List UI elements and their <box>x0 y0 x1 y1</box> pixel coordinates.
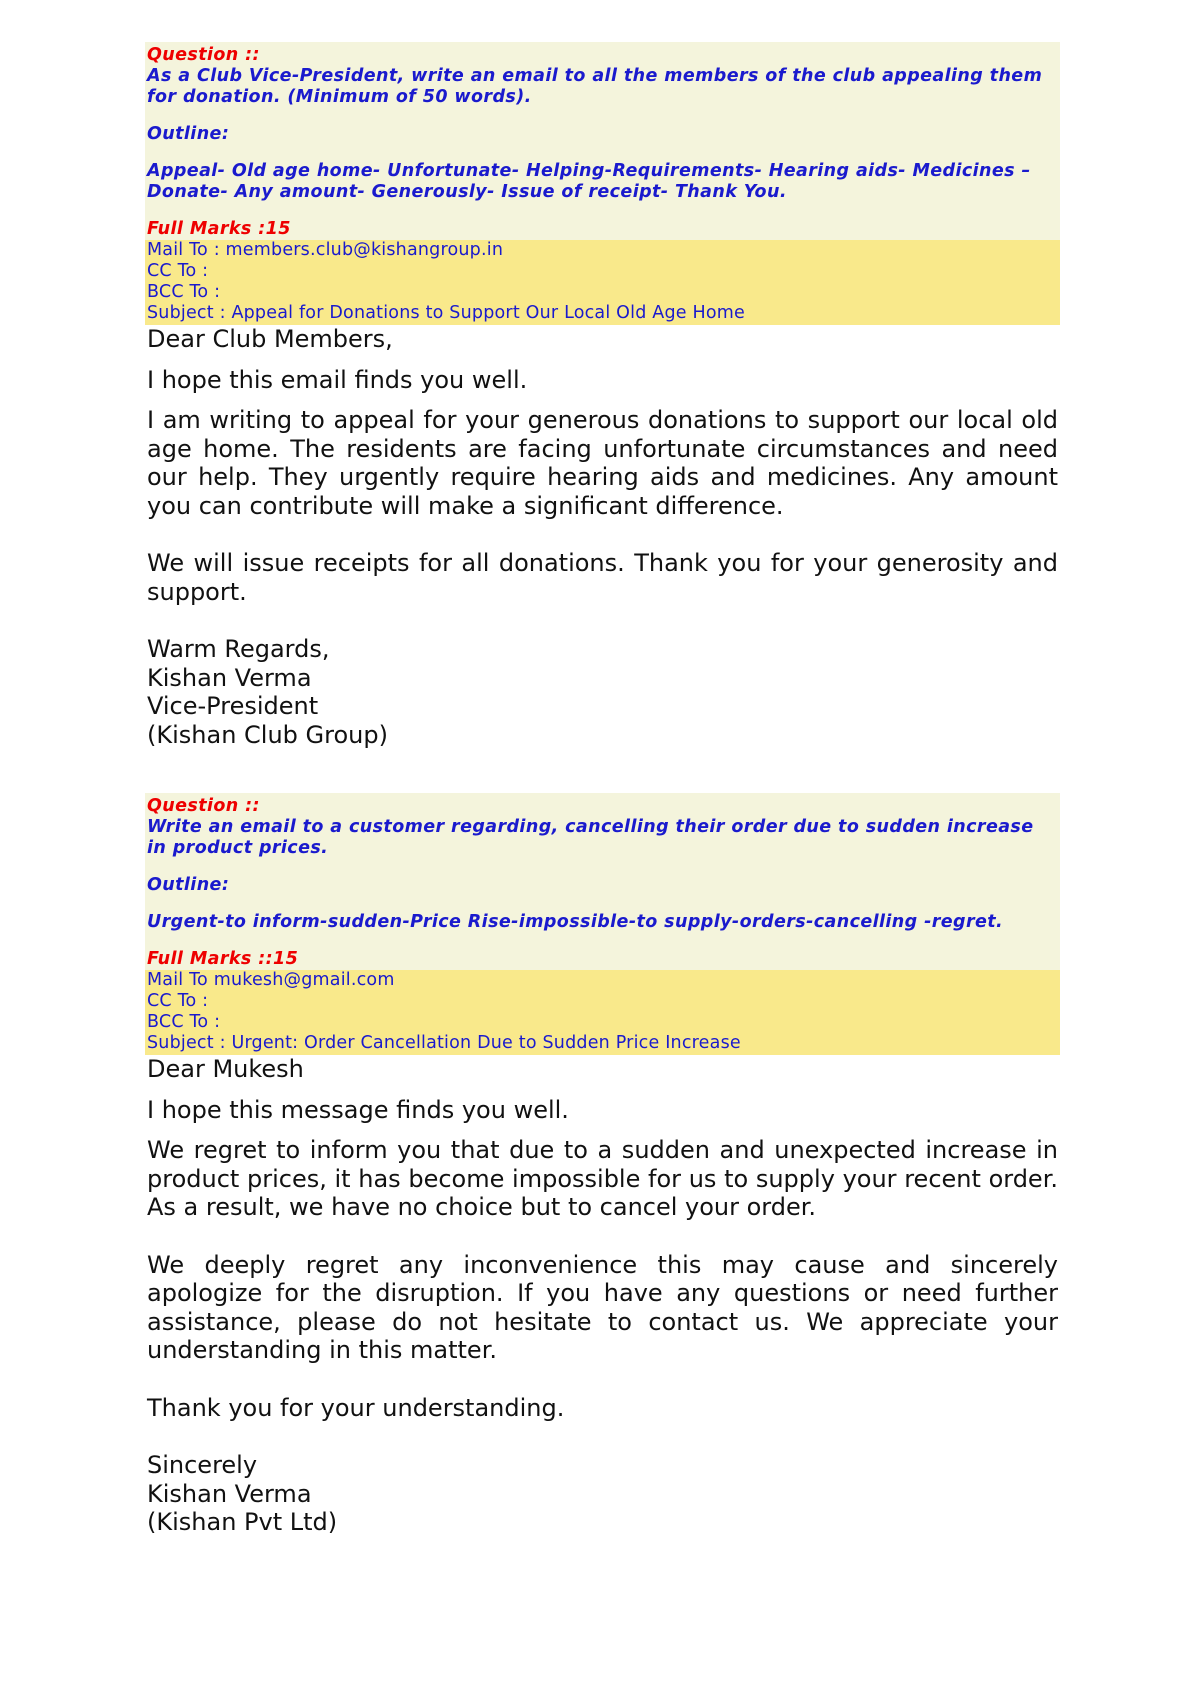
mail-header-1 <box>145 240 1060 325</box>
full-marks: Full Marks :15 <box>147 219 291 239</box>
signer-name: Kishan Verma <box>147 1479 312 1508</box>
opening-line: I hope this email finds you well. <box>147 365 528 394</box>
signature-block <box>147 1451 1058 1537</box>
outline-label: Outline: <box>147 875 230 895</box>
mail-subject: Subject : Appeal for Donations to Support Our Local Old Age Home <box>147 303 745 323</box>
cc-to: CC To : <box>147 991 209 1011</box>
letter-body-2 <box>145 1055 1060 1537</box>
mail-to: Mail To mukesh@gmail.com <box>147 970 395 990</box>
body-paragraph: I am writing to appeal for your generous donations to support our local old age home. The residents are facing unfortunate circumstances and need our help. They urgently require hearing aids and medicines. Any amount you can contribute will make a significant difference. <box>147 406 1058 520</box>
greeting: Dear Mukesh <box>147 1055 304 1083</box>
question-text: Write an email to a customer regarding, cancelling their order due to sudden increase in product prices. <box>147 817 1034 858</box>
opening-line: I hope this message finds you well. <box>147 1095 569 1124</box>
thanks-line: Thank you for your understanding. <box>147 1393 565 1422</box>
mail-subject: Subject : Urgent: Order Cancellation Due to Sudden Price Increase <box>147 1033 741 1053</box>
greeting: Dear Club Members, <box>147 325 393 353</box>
body-paragraph: We deeply regret any inconvenience this may cause and sincerely apologize for the disruption. If you have any questions or need further assistance, please do not hesitate to contact us. We appreciate your understanding in this matter. <box>147 1250 1058 1364</box>
body-paragraph: We regret to inform you that due to a sudden and unexpected increase in product prices, it has become impossible for us to supply your recent order. As a result, we have no choice but to cancel your order. <box>147 1136 1058 1221</box>
cc-to: CC To : <box>147 261 209 281</box>
bcc-to: BCC To : <box>147 282 221 302</box>
closing: Sincerely <box>147 1451 258 1479</box>
outline-text: Urgent-to inform-sudden-Price Rise-impossible-to supply-orders-cancelling -regret. <box>147 912 1004 932</box>
signature-block <box>147 635 1058 749</box>
full-marks: Full Marks ::15 <box>147 949 299 969</box>
outline-text: Appeal- Old age home- Unfortunate- Helping-Requirements- Hearing aids- Medicines – Donate- Any amount- Generously- Issue of receipt- Thank You. <box>147 161 1031 202</box>
closing: Warm Regards, <box>147 635 330 663</box>
bcc-to: BCC To : <box>147 1012 221 1032</box>
document-page <box>145 0 1060 1537</box>
question-label: Question :: <box>147 796 260 816</box>
signer-organization: (Kishan Club Group) <box>147 720 388 749</box>
mail-to: Mail To : members.club@kishangroup.in <box>147 240 504 260</box>
signer-organization: (Kishan Pvt Ltd) <box>147 1508 338 1536</box>
question-text: As a Club Vice-President, write an email to all the members of the club appealing them for donation. (Minimum of 50 words). <box>147 66 1043 107</box>
signer-title: Vice-President <box>147 692 319 720</box>
question-box-1 <box>145 42 1060 240</box>
question-label: Question :: <box>147 45 260 65</box>
signer-name: Kishan Verma <box>147 663 312 692</box>
outline-label: Outline: <box>147 124 230 144</box>
letter-body-1 <box>145 325 1060 749</box>
question-box-2 <box>145 793 1060 970</box>
body-paragraph: We will issue receipts for all donations. Thank you for your generosity and support. <box>147 549 1058 606</box>
mail-header-2 <box>145 970 1060 1055</box>
